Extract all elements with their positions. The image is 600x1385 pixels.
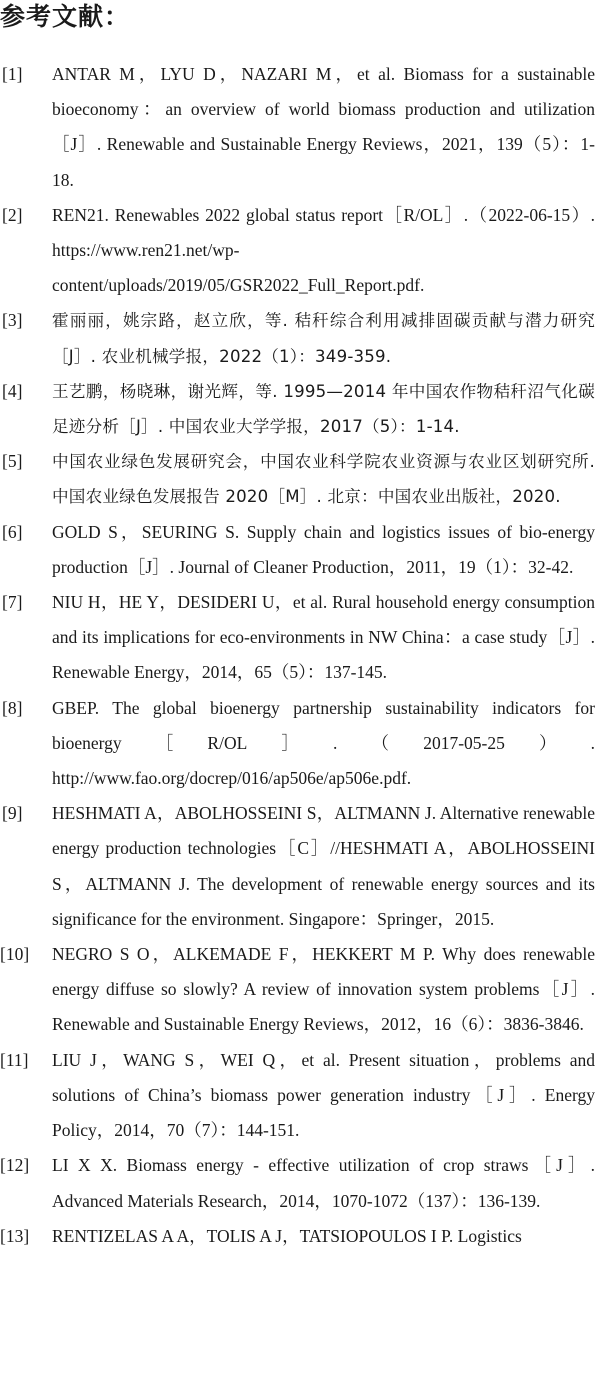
reference-number: [4] bbox=[2, 380, 23, 401]
reference-text: NEGRO S O，ALKEMADE F，HEKKERT M P. Why does renewable energy diffuse so slowly? A review of innovation system problems［J］. Renewable and Sustainable Energy Reviews，2012，16（6）：3836-3846. bbox=[52, 944, 595, 1035]
reference-text: LIU J，WANG S，WEI Q，et al. Present situation，problems and solutions of China’s biomass power generation industry［J］. Energy Policy，2014，70（7）：144-151. bbox=[52, 1049, 595, 1141]
reference-entry bbox=[0, 374, 600, 444]
reference-number: [8] bbox=[2, 697, 23, 718]
reference-number: [2] bbox=[2, 204, 23, 225]
reference-entry bbox=[0, 937, 600, 1043]
reference-text: LI X X. Biomass energy - effective utilization of crop straws［J］. Advanced Materials Research，2014，1070-1072（137）：136-139. bbox=[52, 1155, 595, 1211]
reference-entry bbox=[0, 303, 600, 373]
reference-number: [5] bbox=[2, 451, 23, 472]
reference-entry bbox=[0, 444, 600, 514]
reference-number: [9] bbox=[2, 803, 23, 824]
reference-number: [13] bbox=[0, 1225, 30, 1246]
reference-entry bbox=[0, 1148, 600, 1218]
reference-text: 中国农业绿色发展研究会，中国农业科学院农业资源与农业区划研究所. 中国农业绿色发展报告 2020［M］. 北京：中国农业出版社，2020. bbox=[52, 452, 595, 507]
reference-entry bbox=[0, 1219, 600, 1254]
reference-text: 霍丽丽，姚宗路，赵立欣，等. 秸秆综合利用减排固碳贡献与潜力研究［J］. 农业机械学报，2022（1）：349-359. bbox=[52, 311, 595, 366]
reference-number: [11] bbox=[0, 1049, 29, 1070]
references-heading: 参考文献： bbox=[0, 2, 131, 31]
reference-number: [12] bbox=[0, 1155, 30, 1176]
reference-number: [3] bbox=[2, 310, 23, 331]
reference-number: [6] bbox=[2, 521, 23, 542]
reference-entry bbox=[0, 515, 600, 585]
reference-text: GBEP. The global bioenergy partnership sustainability indicators for bioenergy［R/OL］.（2017-05-25）. http://www.fao.org/docrep/016/ap506e/ap506e.pdf. bbox=[52, 697, 595, 789]
reference-number: [7] bbox=[2, 592, 23, 613]
reference-text: 王艺鹏，杨晓琳，谢光辉，等. 1995—2014 年中国农作物秸秆沼气化碳足迹分析［J］. 中国农业大学学报，2017（5）：1-14. bbox=[52, 381, 595, 437]
reference-text: NIU H，HE Y，DESIDERI U，et al. Rural household energy consumption and its implications for eco-environments in NW China：a case study［J］. Renewable Energy，2014，65（5）：137-145. bbox=[52, 592, 595, 683]
reference-entry bbox=[0, 796, 600, 937]
reference-list bbox=[0, 57, 600, 1254]
reference-text: REN21. Renewables 2022 global status report［R/OL］.（2022-06-15）. https://www.ren21.net/wp-content/uploads/2019/05/GSR2022_Full_Report.pdf. bbox=[52, 204, 595, 296]
reference-number: [10] bbox=[0, 944, 30, 965]
reference-text: GOLD S，SEURING S. Supply chain and logistics issues of bio-energy production［J］. Journal of Cleaner Production，2011，19（1）：32-42. bbox=[52, 521, 595, 577]
reference-entry bbox=[0, 691, 600, 797]
reference-entry bbox=[0, 585, 600, 691]
reference-entry bbox=[0, 57, 600, 198]
reference-text: HESHMATI A，ABOLHOSSEINI S，ALTMANN J. Alternative renewable energy production technologies［C］//HESHMATI A，ABOLHOSSEINI S，ALTMANN J. The development of renewable energy sources and its significance for the environment. Singapore：Springer，2015. bbox=[52, 803, 595, 929]
reference-number: [1] bbox=[2, 64, 23, 84]
reference-text: RENTIZELAS A A，TOLIS A J，TATSIOPOULOS I P. Logistics bbox=[52, 1225, 522, 1246]
reference-entry bbox=[0, 1043, 600, 1149]
reference-entry bbox=[0, 198, 600, 304]
reference-text: ANTAR M，LYU D，NAZARI M，et al. Biomass for a sustainable bioeconomy：an overview of world biomass production and utilization［J］. Renewable and Sustainable Energy Reviews，2021，139（5）：1-18. bbox=[52, 64, 595, 190]
